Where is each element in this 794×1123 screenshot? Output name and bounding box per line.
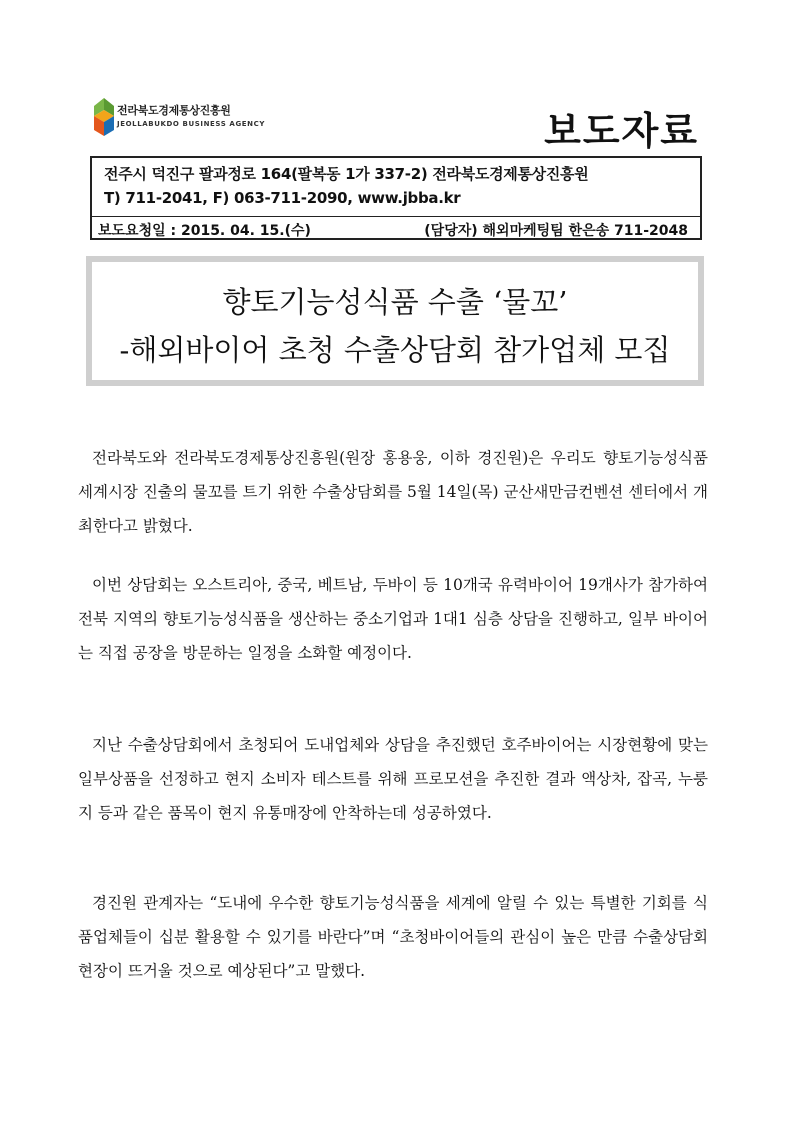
body-paragraph: 지난 수출상담회에서 초청되어 도내업체와 상담을 추진했던 호주바이어는 시장현황에 맞는 일부상품을 선정하고 현지 소비자 테스트를 위해 프로모션을 추진한 결과 액상차, 잡곡, 누룽지 등과 같은 품목이 현지 유통매장에 안착하는데 성공하였다.: [78, 735, 708, 822]
document-type-heading: 보도자료: [544, 109, 699, 153]
body-paragraph: 전라북도와 전라북도경제통상진흥원(원장 홍용웅, 이하 경진원)은 우리도 향토기능성식품 세계시장 진출의 물꼬를 트기 위한 수출상담회를 5월 14일(목) 군산새만금컨벤션 센터에서 개최한다고 밝혔다.: [78, 448, 708, 535]
address-line: 전주시 덕진구 팔과정로 164(팔복동 1가 337-2) 전라북도경제통상진흥원: [104, 165, 589, 183]
contact-person: (담당자) 해외마케팅팀 한은송 711-2048: [424, 223, 688, 239]
headline-sub: -해외바이어 초청 수출상담회 참가업체 모집: [119, 333, 671, 367]
phone-fax-web-line: T) 711-2041, F) 063-711-2090, www.jbba.kr: [104, 189, 461, 207]
org-name-english: JEOLLABUKDO BUSINESS AGENCY: [117, 120, 266, 128]
body-paragraph: 경진원 관계자는 “도내에 우수한 향토기능성식품을 세계에 알릴 수 있는 특별한 기회를 식품업체들이 십분 활용할 수 있기를 바란다”며 “초청바이어들의 관심이 높은 만큼 수출상담회 현장이 뜨거울 것으로 예상된다”고 말했다.: [78, 893, 708, 980]
org-name-korean: 전라북도경제통상진흥원: [117, 104, 231, 117]
headline-main: 향토기능성식품 수출 ‘물꼬’: [222, 285, 568, 319]
agency-logo: [92, 96, 292, 144]
info-divider: [92, 216, 700, 217]
contact-info-box: [90, 156, 702, 240]
headline-box: [86, 256, 704, 386]
body-paragraph: 이번 상담회는 오스트리아, 중국, 베트남, 두바이 등 10개국 유력바이어 19개사가 참가하여 전북 지역의 향토기능성식품을 생산하는 중소기업과 1대1 심층 상담을 진행하고, 일부 바이어는 직접 공장을 방문하는 일정을 소화할 예정이다.: [78, 575, 708, 662]
agency-emblem-icon: [92, 96, 116, 140]
release-date: 보도요청일 : 2015. 04. 15.(수): [98, 223, 311, 239]
